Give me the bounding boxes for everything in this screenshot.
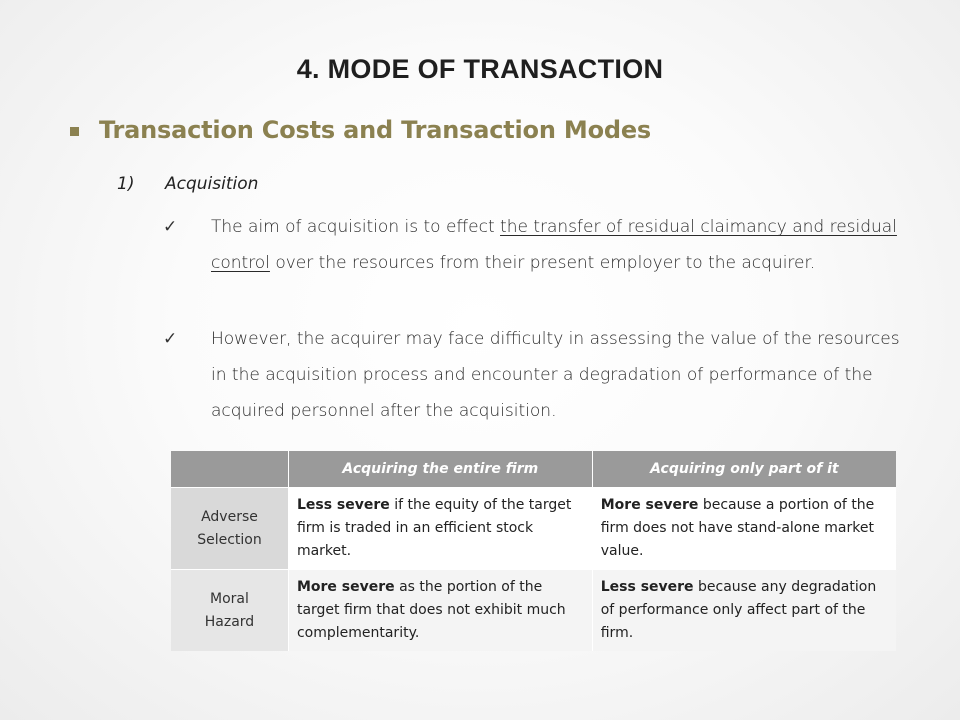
section-heading-text: Transaction Costs and Transaction Modes (99, 116, 652, 144)
check-icon: ✓ (163, 217, 178, 237)
table-header-entire-firm: Acquiring the entire firm (288, 451, 592, 488)
cell-text: because any degradation of performance only affect part of the firm. (600, 579, 877, 641)
row-label-adverse-selection (171, 488, 288, 570)
bullet-point-1 (163, 209, 908, 281)
square-bullet-icon (70, 127, 79, 136)
bullet-point-1-post: over the resources from their present employer to the acquirer. (269, 253, 816, 273)
row-label-line: Hazard (204, 613, 255, 630)
row-label-line: Selection (197, 531, 262, 548)
bullet-point-1-text (211, 209, 908, 281)
table-row (171, 570, 896, 652)
row-label-line: Moral (210, 590, 249, 607)
bullet-point-2 (163, 321, 908, 429)
bullet-point-1-underlined: the transfer of residual claimancy and residual control (211, 217, 897, 273)
table-header-blank (171, 451, 288, 488)
bullet-point-1-pre: The aim of acquisition is to effect (211, 217, 501, 237)
slide-title: 4. MODE OF TRANSACTION (296, 54, 664, 84)
table-cell (592, 570, 896, 652)
subsection-label: Acquisition (165, 174, 259, 194)
section-heading (70, 116, 651, 144)
table-cell (288, 488, 592, 570)
table-cell (288, 570, 592, 652)
row-label-moral-hazard (171, 570, 288, 652)
bullet-point-2-text: However, the acquirer may face difficulty in assessing the value of the resources in the acquisition process and encounter a degradation of performance of the acquired personnel after the acquisition. (211, 329, 900, 421)
row-label-line: Adverse (201, 508, 258, 525)
comparison-table (171, 451, 896, 651)
cell-emphasis: More severe (600, 497, 699, 513)
cell-text: if the equity of the target firm is traded in an efficient stock market. (296, 497, 572, 559)
cell-text: as the portion of the target firm that does not exhibit much complementarity. (296, 579, 566, 641)
subsection-number: 1) (117, 174, 135, 194)
subsection-heading (117, 174, 258, 194)
cell-text: because a portion of the firm does not have stand-alone market value. (600, 497, 875, 559)
cell-emphasis: Less severe (296, 497, 390, 513)
table-header-row (171, 451, 896, 488)
table-header-part-firm: Acquiring only part of it (592, 451, 896, 488)
table-cell (592, 488, 896, 570)
check-icon: ✓ (163, 329, 178, 349)
cell-emphasis: More severe (296, 579, 395, 595)
table-row (171, 488, 896, 570)
cell-emphasis: Less severe (600, 579, 694, 595)
